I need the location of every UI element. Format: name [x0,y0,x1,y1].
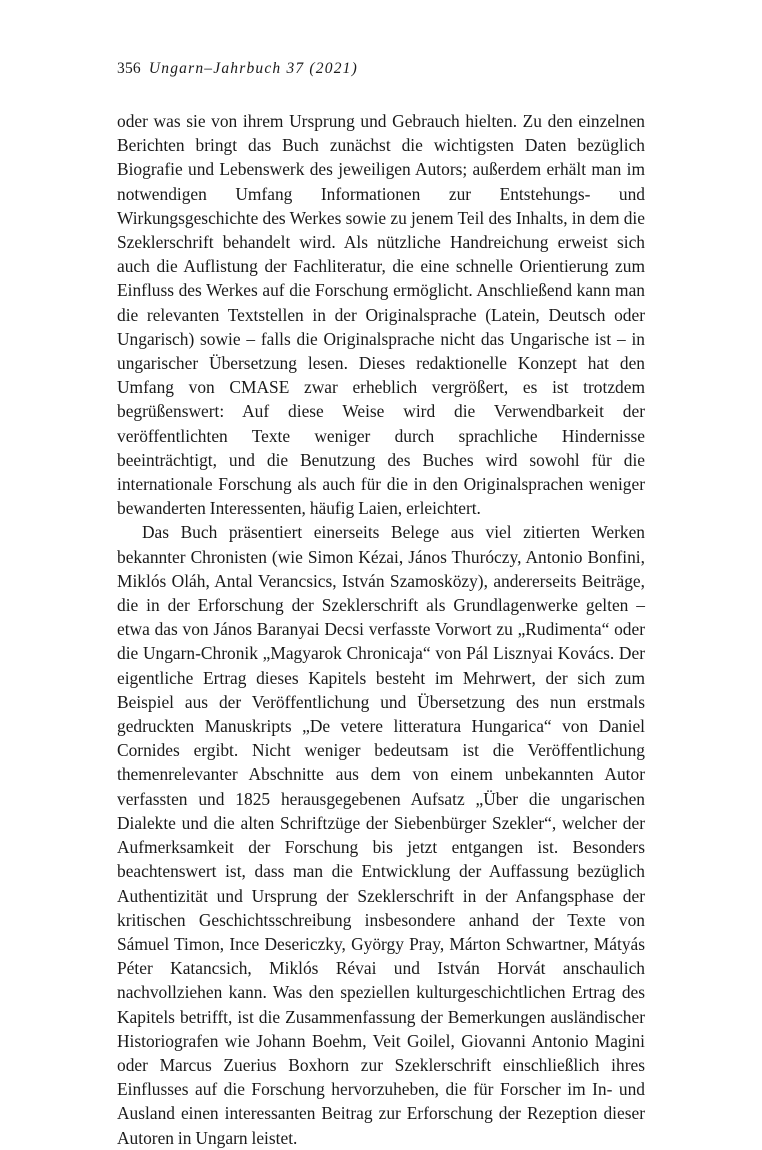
page-number: 356 [117,60,141,77]
paragraph-2: Das Buch präsentiert einerseits Belege aus viel zitierten Werken bekannter Chronisten (wie Simon Kézai, János Thuróczy, Antonio Bonfini, Miklós Oláh, Antal Verancsics, István Szamosközy), andererseits Beiträge, die in der Erforschung der Szeklerschrift als Grundlagenwerke gelten – etwa das von János Baranyai Decsi verfasste Vorwort zu „Rudimenta“ oder die Ungarn-Chronik „Magyarok Chronicaja“ von Pál Lisznyai Kovács. Der eigentliche Ertrag dieses Kapitels besteht im Mehrwert, der sich zum Beispiel aus der Veröffentlichung und Übersetzung des nun erstmals gedruckten Manuskripts „De vetere litteratura Hungarica“ von Daniel Cornides ergibt. Nicht weniger bedeutsam ist die Veröffentlichung themenrelevanter Abschnitte aus dem von einem unbekannten Autor verfassten und 1825 herausgegebenen Aufsatz „Über die ungarischen Dialekte und die alten Schriftzüge der Siebenbürger Szekler“, welcher der Aufmerksamkeit der Forschung bis jetzt entgangen ist. Besonders beachtenswert ist, dass man die Entwicklung der Auffassung bezüglich Authentizität und Ursprung der Szeklerschrift in der Anfangsphase der kritischen Geschichtsschreibung insbesondere anhand der Texte von Sámuel Timon, Ince Desericzky, György Pray, Márton Schwartner, Mátyás Péter Katancsich, Miklós Révai und István Horvát anschaulich nachvollziehen kann. Was den speziellen kulturgeschichtlichen Ertrag des Kapitels betrifft, ist die Zusammenfassung der Bemerkungen ausländischer Historiografen wie Johann Boehm, Veit Goilel, Giovanni Antonio Magini oder Marcus Zuerius Boxhorn zur Szeklerschrift einschließlich ihres Einflusses auf die Forschung hervorzuheben, die für Forscher im In- und Ausland einen interessanten Beitrag zur Erforschung der Rezeption dieser Autoren in Ungarn leistet. [117,522,645,1148]
body-text [117,109,645,1150]
running-head [117,60,358,78]
paragraph-1: oder was sie von ihrem Ursprung und Gebrauch hielten. Zu den einzelnen Berichten bringt das Buch zunächst die wichtigsten Daten bezüglich Biografie und Lebenswerk des jeweiligen Autors; außerdem erhält man im notwendigen Umfang Informationen zur Entstehungs- und Wirkungsgeschichte des Werkes sowie zu jenem Teil des Inhalts, in dem die Szeklerschrift behandelt wird. Als nützliche Handreichung erweist sich auch die Auflistung der Fachliteratur, die eine schnelle Orientierung zum Einfluss des Werkes auf die Forschung ermöglicht. Anschließend kann man die relevanten Textstellen in der Originalsprache (Latein, Deutsch oder Ungarisch) sowie – falls die Originalsprache nicht das Ungarische ist – in ungarischer Übersetzung lesen. Dieses redaktionelle Konzept hat den Umfang von CMASE zwar erheblich vergrößert, es ist trotzdem begrüßenswert: Auf diese Weise wird die Verwendbarkeit der veröffentlichten Texte weniger durch sprachliche Hindernisse beeinträchtigt, und die Benutzung des Buches wird sowohl für die internationale Forschung als auch für die in den Originalsprachen weniger bewanderten Interessenten, häufig Laien, erleichtert. [117,111,645,519]
journal-title: Ungarn–Jahrbuch 37 (2021) [148,60,358,77]
